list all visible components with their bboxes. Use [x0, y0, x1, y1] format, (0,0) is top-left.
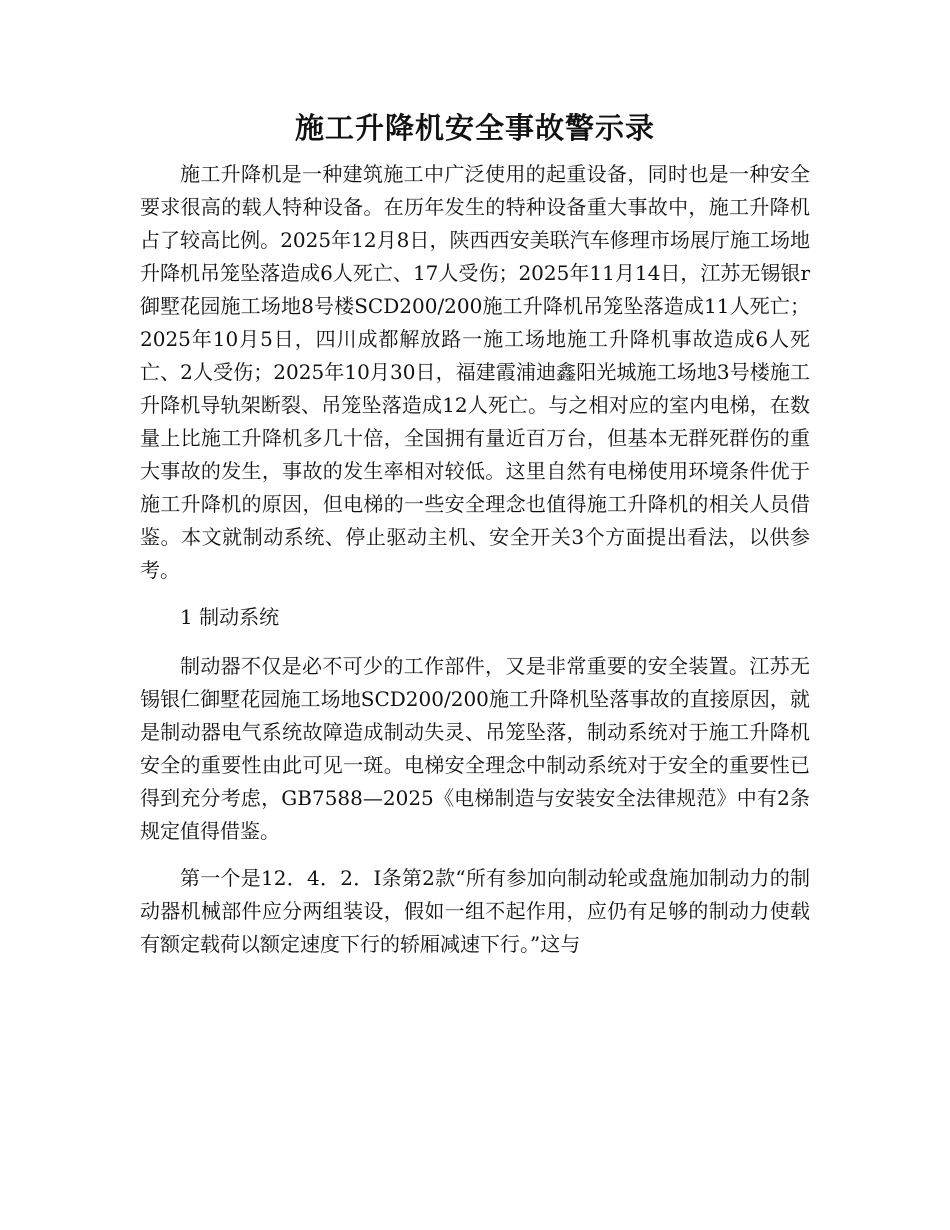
section-paragraph-1: 制动器不仅是必不可少的工作部件，又是非常重要的安全装置。江苏无锡银仁御墅花园施工场地SCD200/200施工升降机坠落事故的直接原因，就是制动器电气系统故障造成制动失灵、吊笼坠落，制动系统对于施工升降机安全的重要性由此可见一斑。电梯安全理念中制动系统对于安全的重要性已得到充分考虑，GB7588—2025《电梯制造与安装安全法律规范》中有2条规定值得借鉴。 — [140, 654, 810, 843]
document-title: 施工升降机安全事故警示录 — [294, 111, 655, 145]
section-paragraph-2: 第一个是12．4．2．I条第2款“所有参加向制动轮或盘施加制动力的制动器机械部件应分两组装设，假如一组不起作用，应仍有足够的制动力使载有额定载荷以额定速度下行的轿厢减速下行。”这与 — [140, 866, 810, 956]
intro-paragraph: 施工升降机是一种建筑施工中广泛使用的起重设备，同时也是一种安全要求很高的载人特种设备。在历年发生的特种设备重大事故中，施工升降机占了较高比例。2025年12月8日，陕西西安美联汽车修理市场展厅施工场地升降机吊笼坠落造成6人死亡、17人受伤；2025年11月14日，江苏无锡银r御墅花园施工场地8号楼SCD200/200施工升降机吊笼坠落造成11人死亡；2025年10月5日，四川成都解放路一施工场地施工升降机事故造成6人死亡、2人受伤；2025年10月30日，福建霞浦迪鑫阳光城施工场地3号楼施工升降机导轨架断裂、吊笼坠落造成12人死亡。与之相对应的室内电梯，在数量上比施工升降机多几十倍，全国拥有量近百万台，但基本无群死群伤的重大事故的发生，事故的发生率相对较低。这里自然有电梯使用环境条件优于施工升降机的原因，但电梯的一些安全理念也值得施工升降机的相关人员借鉴。本文就制动系统、停止驱动主机、安全开关3个方面提出看法，以供参考。 — [140, 162, 810, 582]
section-heading-braking-system: 1 制动系统 — [180, 605, 280, 629]
document-page — [140, 104, 810, 975]
